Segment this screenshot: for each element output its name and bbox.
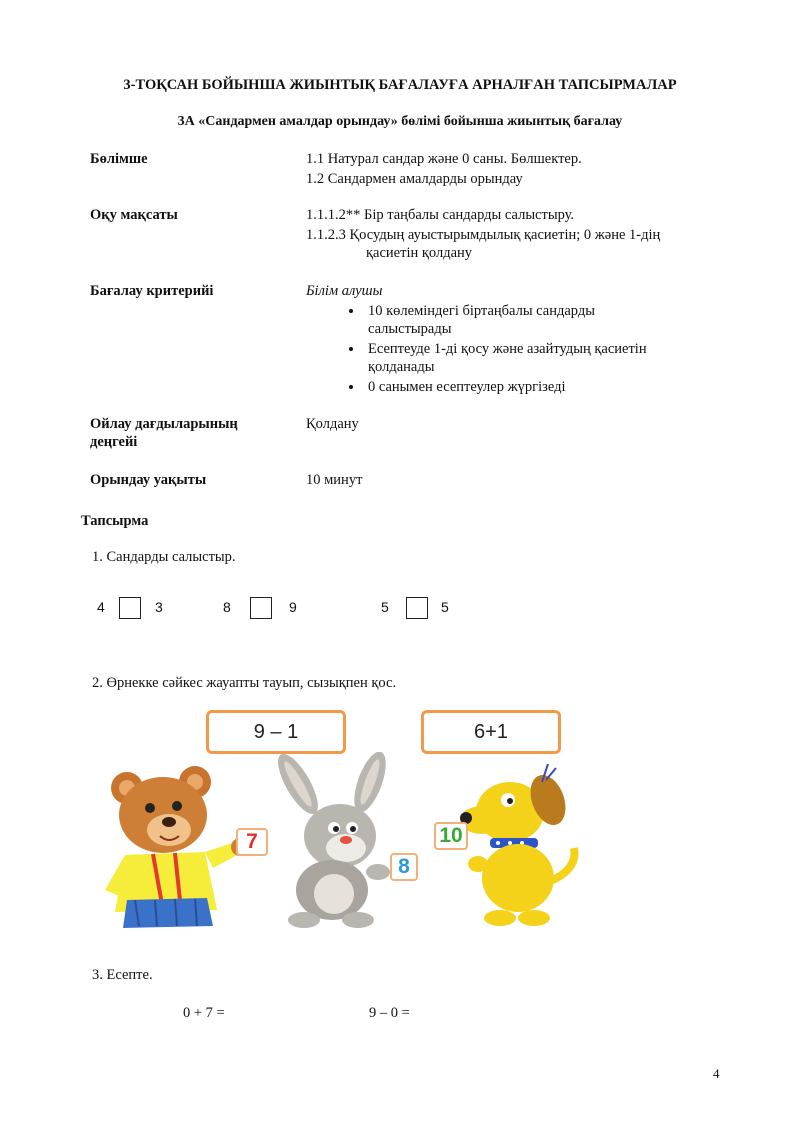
answer-value-1: 7 — [246, 830, 258, 853]
answer-value-3: 10 — [439, 824, 463, 847]
goal-line-2: 1.1.2.3 Қосудың ауыстырымдылық қасиетін; 0 және 1-дің — [306, 227, 661, 243]
thinking-label-line-1: Ойлау дағдыларының — [90, 416, 238, 432]
compare-2-answer-box[interactable] — [250, 597, 272, 619]
task-2-text: 2. Өрнекке сәйкес жауапты тауып, сызықпен қос. — [92, 675, 397, 691]
criteria-intro: Білім алушы — [306, 283, 383, 299]
expression-bubble-2: 6+1 — [421, 710, 561, 754]
compare-3-left: 5 — [381, 599, 389, 615]
page-subtitle: 3А «Сандармен амалдар орындау» бөлімі бойынша жиынтық бағалау — [177, 114, 623, 129]
criteria-value — [306, 282, 726, 398]
criteria-item: • 10 көлеміндегі біртаңбалы сандарды салыстырады — [364, 302, 628, 338]
goal-label: Оқу мақсаты — [90, 207, 178, 223]
compare-2-right: 9 — [289, 599, 297, 615]
task-3-text: 3. Есепте. — [92, 967, 153, 983]
time-label: Орындау уақыты — [90, 472, 207, 488]
task-1-text: 1. Сандарды салыстыр. — [92, 549, 236, 565]
compare-3-answer-box[interactable] — [406, 597, 428, 619]
tasks-heading: Тапсырма — [81, 513, 149, 529]
goal-line-3: қасиетін қолдану — [366, 245, 473, 261]
criteria-label: Бағалау критерийі — [90, 283, 214, 299]
rabbit-illustration — [268, 752, 398, 932]
compare-1-answer-box[interactable] — [119, 597, 141, 619]
answer-value-2: 8 — [398, 855, 410, 878]
page-number: 4 — [713, 1066, 720, 1081]
criteria-item: • Есептеуде 1-ді қосу және азайтудың қасиетін қолданады — [364, 340, 688, 376]
goal-value — [306, 206, 726, 262]
compare-2-left: 8 — [223, 599, 231, 615]
answer-tag-3 — [434, 822, 468, 850]
answer-tag-2 — [390, 853, 418, 881]
section-label: Бөлімше — [90, 151, 148, 167]
goal-line-1: 1.1.1.2** Бір таңбалы сандарды салыстыру. — [306, 207, 575, 223]
criteria-list — [306, 302, 726, 396]
compare-1-left: 4 — [97, 599, 105, 615]
compare-3-right: 5 — [441, 599, 449, 615]
thinking-label — [90, 415, 238, 451]
thinking-label-line-2: деңгейі — [90, 434, 138, 450]
section-line-1: 1.1 Натурал сандар және 0 саны. Бөлшектер. — [306, 151, 582, 167]
compare-1-right: 3 — [155, 599, 163, 615]
equation-2: 9 – 0 = — [369, 1005, 410, 1021]
section-line-2: 1.2 Сандармен амалдарды орындау — [306, 171, 523, 187]
section-value — [306, 150, 726, 188]
answer-tag-1 — [236, 828, 268, 856]
time-value: 10 минут — [306, 472, 363, 488]
thinking-value: Қолдану — [306, 416, 359, 432]
expression-bubble-1: 9 – 1 — [206, 710, 346, 754]
criteria-item: • 0 санымен есептеулер жүргізеді — [364, 378, 726, 396]
page-title: 3-ТОҚСАН БОЙЫНША ЖИЫНТЫҚ БАҒАЛАУҒА АРНАЛҒАН ТАПСЫРМАЛАР — [123, 77, 677, 93]
equation-1: 0 + 7 = — [183, 1005, 225, 1021]
